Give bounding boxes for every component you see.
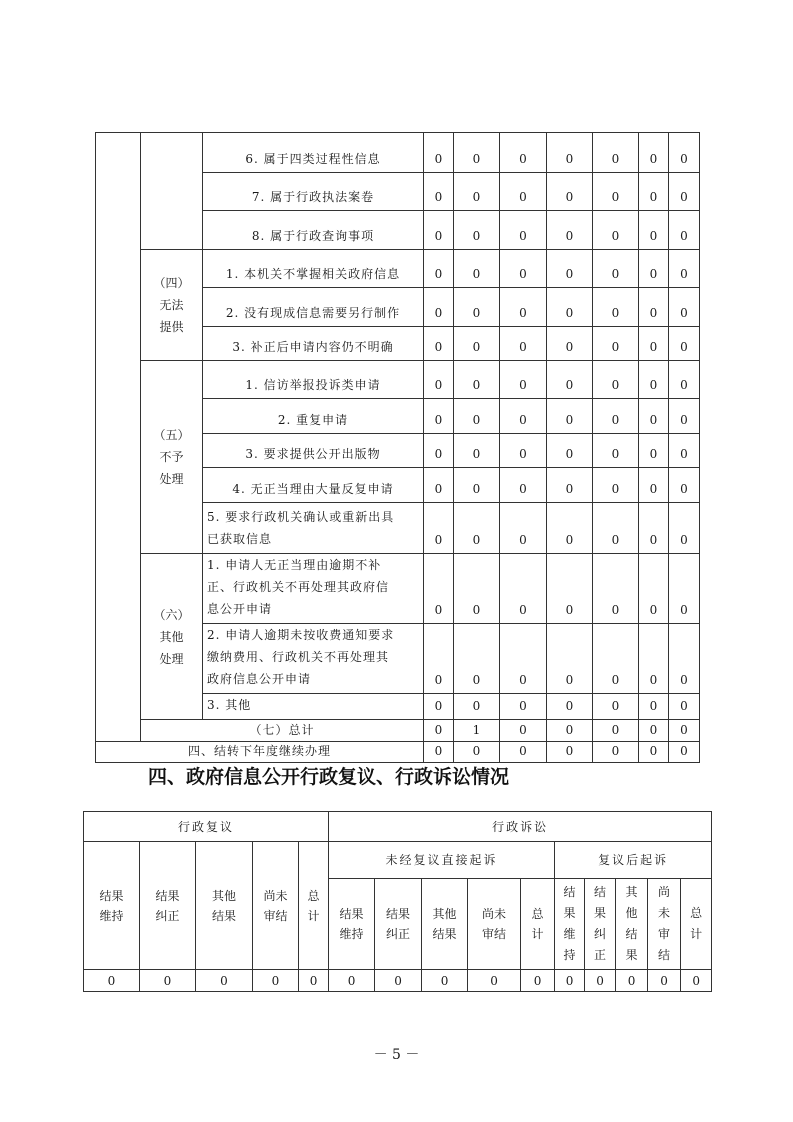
admin-review-header: 行政复议 — [84, 812, 329, 842]
value-cell: 0 — [639, 173, 669, 211]
header-line: 尚未 — [482, 907, 507, 921]
value-cell: 0 — [454, 434, 500, 468]
value-cell: 0 — [547, 554, 593, 624]
review-col-header — [299, 842, 329, 970]
value-cell: 0 — [84, 970, 140, 992]
value-cell: 0 — [669, 288, 700, 327]
value-cell: 0 — [639, 211, 669, 250]
value-cell: 0 — [555, 970, 585, 992]
value-cell: 0 — [669, 694, 700, 720]
value-cell: 0 — [669, 250, 700, 288]
header-line: 结果 — [211, 908, 236, 923]
value-cell: 0 — [454, 503, 500, 554]
item-label: 3. 要求提供公开出版物 — [203, 434, 424, 468]
after-col-header — [681, 879, 712, 970]
value-cell: 0 — [500, 361, 547, 399]
review-col-header — [196, 842, 253, 970]
value-cell: 0 — [500, 173, 547, 211]
item-label: 4. 无正当理由大量反复申请 — [203, 468, 424, 503]
value-cell: 0 — [454, 211, 500, 250]
value-cell: 0 — [454, 694, 500, 720]
value-cell: 0 — [424, 250, 454, 288]
value-cell: 0 — [669, 327, 700, 361]
value-cell: 0 — [424, 434, 454, 468]
value-cell: 0 — [454, 173, 500, 211]
item-label: 1. 信访举报投诉类申请 — [203, 361, 424, 399]
value-cell: 0 — [593, 173, 639, 211]
outer-group-cell — [96, 133, 141, 742]
header-line: 结果 — [339, 907, 364, 921]
value-cell: 0 — [593, 361, 639, 399]
group-label-line: 其他 — [159, 629, 184, 644]
header-line: 纠正 — [155, 908, 180, 923]
value-cell: 0 — [547, 250, 593, 288]
value-cell: 0 — [547, 399, 593, 434]
value-cell: 0 — [593, 399, 639, 434]
item-label-line: 政府信息公开申请 — [207, 672, 312, 686]
total-label: （七）总计 — [141, 720, 424, 742]
group-label-line: 处理 — [159, 472, 184, 486]
value-cell: 0 — [639, 434, 669, 468]
value-cell: 0 — [547, 624, 593, 694]
header-line: 其他 — [211, 888, 236, 903]
value-cell: 0 — [639, 288, 669, 327]
value-cell: 0 — [500, 503, 547, 554]
direct-col-header — [329, 879, 375, 970]
value-cell: 0 — [454, 624, 500, 694]
value-cell: 0 — [500, 742, 547, 763]
value-cell: 0 — [669, 554, 700, 624]
header-line: 计 — [307, 908, 320, 923]
admin-litigation-header: 行政诉讼 — [329, 812, 712, 842]
value-cell: 0 — [593, 434, 639, 468]
after-col-header — [585, 879, 616, 970]
direct-col-header — [521, 879, 555, 970]
item-label-line: 已获取信息 — [207, 532, 273, 546]
after-col-header — [648, 879, 681, 970]
value-cell: 0 — [454, 327, 500, 361]
value-cell: 0 — [593, 624, 639, 694]
value-cell: 0 — [669, 468, 700, 503]
group-label — [141, 554, 203, 720]
value-cell: 0 — [424, 327, 454, 361]
value-cell: 0 — [521, 970, 555, 992]
group-label-line: （五） — [153, 428, 190, 442]
header-char: 果 — [594, 906, 607, 920]
group-label-line: 处理 — [159, 651, 184, 666]
value-cell: 0 — [500, 624, 547, 694]
value-cell: 0 — [639, 742, 669, 763]
header-char: 总 — [690, 906, 703, 920]
value-cell: 0 — [669, 742, 700, 763]
review-col-header — [140, 842, 196, 970]
value-cell: 0 — [547, 434, 593, 468]
value-cell: 0 — [547, 288, 593, 327]
header-line: 结果 — [386, 907, 411, 921]
header-char: 果 — [563, 906, 576, 920]
value-cell: 0 — [593, 694, 639, 720]
value-cell: 0 — [593, 720, 639, 742]
value-cell: 0 — [500, 720, 547, 742]
direct-suit-header: 未经复议直接起诉 — [329, 842, 555, 879]
section-heading: 四、政府信息公开行政复议、行政诉讼情况 — [148, 766, 510, 788]
group-cell — [141, 133, 203, 250]
group-label-line: 无法 — [159, 298, 184, 312]
item-label: 2. 没有现成信息需要另行制作 — [203, 288, 424, 327]
value-cell: 0 — [424, 694, 454, 720]
value-cell: 0 — [424, 173, 454, 211]
value-cell: 0 — [299, 970, 329, 992]
value-cell: 0 — [500, 554, 547, 624]
value-cell: 0 — [669, 399, 700, 434]
group-label-line: 提供 — [159, 320, 184, 334]
header-char: 结 — [563, 885, 576, 899]
table-row — [96, 554, 700, 624]
value-cell: 0 — [196, 970, 253, 992]
group-label — [141, 250, 203, 361]
value-cell: 0 — [329, 970, 375, 992]
value-cell: 0 — [669, 133, 700, 173]
value-cell: 0 — [500, 399, 547, 434]
header-char: 他 — [625, 906, 638, 920]
value-cell: 0 — [585, 970, 616, 992]
value-cell: 0 — [424, 503, 454, 554]
value-cell: 1 — [454, 720, 500, 742]
value-cell: 0 — [639, 694, 669, 720]
value-cell: 0 — [639, 554, 669, 624]
value-cell: 0 — [639, 468, 669, 503]
header-char: 维 — [563, 927, 576, 941]
item-label-line: 2. 申请人逾期未按收费通知要求 — [207, 628, 395, 642]
value-cell: 0 — [547, 361, 593, 399]
header-char: 结 — [625, 927, 638, 941]
header-line: 尚未 — [263, 888, 288, 903]
after-col-header — [555, 879, 585, 970]
value-cell: 0 — [140, 970, 196, 992]
header-char: 结 — [658, 948, 671, 962]
value-cell: 0 — [424, 720, 454, 742]
group-label-line: （六） — [153, 607, 190, 622]
value-cell: 0 — [454, 399, 500, 434]
value-cell: 0 — [424, 211, 454, 250]
item-label: 1. 本机关不掌握相关政府信息 — [203, 250, 424, 288]
value-cell: 0 — [375, 970, 422, 992]
value-cell: 0 — [669, 624, 700, 694]
item-label: 7. 属于行政执法案卷 — [203, 173, 424, 211]
header-char: 正 — [594, 948, 607, 962]
value-cell: 0 — [454, 468, 500, 503]
review-col-header — [84, 842, 140, 970]
value-cell: 0 — [616, 970, 648, 992]
value-cell: 0 — [424, 133, 454, 173]
value-cell: 0 — [454, 250, 500, 288]
table-row — [96, 133, 700, 173]
value-cell: 0 — [424, 624, 454, 694]
value-cell: 0 — [424, 288, 454, 327]
after-col-header — [616, 879, 648, 970]
header-char: 其 — [625, 885, 638, 899]
value-cell: 0 — [547, 503, 593, 554]
value-cell: 0 — [593, 468, 639, 503]
group-label-line: （四） — [153, 276, 190, 290]
value-cell: 0 — [454, 361, 500, 399]
value-cell: 0 — [547, 173, 593, 211]
item-label — [203, 624, 424, 694]
table-row — [96, 361, 700, 399]
group-label — [141, 361, 203, 554]
group-label-line: 不予 — [159, 450, 184, 464]
direct-col-header — [375, 879, 422, 970]
value-cell: 0 — [468, 970, 521, 992]
direct-col-header — [468, 879, 521, 970]
value-cell: 0 — [500, 434, 547, 468]
value-cell: 0 — [422, 970, 468, 992]
carryover-row — [96, 742, 700, 763]
header-char: 果 — [625, 948, 638, 962]
header-line: 结果 — [155, 888, 180, 903]
item-label: 3. 补正后申请内容仍不明确 — [203, 327, 424, 361]
value-cell: 0 — [547, 720, 593, 742]
total-row — [96, 720, 700, 742]
value-cell: 0 — [454, 133, 500, 173]
header-line: 计 — [531, 927, 544, 941]
after-review-suit-header: 复议后起诉 — [555, 842, 712, 879]
value-cell: 0 — [669, 173, 700, 211]
value-cell: 0 — [669, 503, 700, 554]
item-label-line: 5. 要求行政机关确认或重新出具 — [207, 510, 395, 524]
header-char: 纠 — [594, 927, 607, 941]
value-cell: 0 — [593, 133, 639, 173]
item-label: 8. 属于行政查询事项 — [203, 211, 424, 250]
value-cell: 0 — [547, 694, 593, 720]
value-cell: 0 — [669, 361, 700, 399]
value-cell: 0 — [593, 503, 639, 554]
value-cell: 0 — [547, 133, 593, 173]
review-col-header — [253, 842, 299, 970]
value-cell: 0 — [547, 468, 593, 503]
value-cell: 0 — [500, 468, 547, 503]
item-label — [203, 503, 424, 554]
value-cell: 0 — [454, 742, 500, 763]
header-char: 持 — [563, 948, 576, 962]
header-line: 其他 — [432, 907, 457, 921]
header-char: 尚 — [658, 885, 671, 899]
value-cell: 0 — [639, 327, 669, 361]
value-cell: 0 — [669, 434, 700, 468]
value-cell: 0 — [424, 399, 454, 434]
carryover-label: 四、结转下年度继续办理 — [96, 742, 424, 763]
table-row — [96, 250, 700, 288]
value-cell: 0 — [500, 694, 547, 720]
direct-col-header — [422, 879, 468, 970]
value-cell: 0 — [639, 361, 669, 399]
value-cell: 0 — [500, 133, 547, 173]
value-cell: 0 — [593, 211, 639, 250]
value-cell: 0 — [424, 361, 454, 399]
item-label-line: 1. 申请人无正当理由逾期不补 — [207, 558, 382, 572]
value-cell: 0 — [593, 250, 639, 288]
value-cell: 0 — [669, 720, 700, 742]
header-line: 纠正 — [386, 927, 411, 941]
header-char: 审 — [658, 927, 671, 941]
value-cell: 0 — [681, 970, 712, 992]
header-line: 审结 — [482, 927, 507, 941]
item-label-line: 缴纳费用、行政机关不再处理其 — [207, 650, 390, 664]
value-cell: 0 — [547, 327, 593, 361]
value-cell: 0 — [500, 327, 547, 361]
value-cell: 0 — [593, 288, 639, 327]
value-cell: 0 — [669, 211, 700, 250]
value-cell: 0 — [593, 742, 639, 763]
header-line: 总 — [531, 907, 544, 921]
value-cell: 0 — [593, 554, 639, 624]
value-cell: 0 — [547, 742, 593, 763]
value-cell: 0 — [500, 211, 547, 250]
value-cell: 0 — [253, 970, 299, 992]
header-line: 维持 — [99, 908, 124, 923]
value-cell: 0 — [454, 288, 500, 327]
item-label-line: 正、行政机关不再处理其政府信 — [207, 580, 390, 594]
header-line: 审结 — [263, 908, 288, 923]
item-label — [203, 554, 424, 624]
item-label: 2. 重复申请 — [203, 399, 424, 434]
value-cell: 0 — [500, 250, 547, 288]
header-char: 未 — [658, 906, 671, 920]
value-cell: 0 — [639, 399, 669, 434]
item-label: 3. 其他 — [203, 694, 424, 720]
header-line: 结果 — [99, 888, 124, 903]
header-char: 结 — [594, 885, 607, 899]
header-line: 结果 — [432, 927, 457, 941]
value-cell: 0 — [424, 742, 454, 763]
value-cell: 0 — [639, 250, 669, 288]
value-cell: 0 — [454, 554, 500, 624]
value-cell: 0 — [593, 327, 639, 361]
value-cell: 0 — [648, 970, 681, 992]
value-cell: 0 — [639, 133, 669, 173]
item-label-line: 息公开申请 — [207, 602, 273, 616]
item-label: 6. 属于四类过程性信息 — [203, 133, 424, 173]
header-char: 计 — [690, 927, 703, 941]
header-line: 总 — [307, 888, 320, 903]
review-litigation-table — [83, 811, 712, 992]
value-cell: 0 — [639, 720, 669, 742]
value-cell: 0 — [547, 211, 593, 250]
value-cell: 0 — [424, 468, 454, 503]
value-cell: 0 — [639, 503, 669, 554]
value-cell: 0 — [424, 554, 454, 624]
value-cell: 0 — [500, 288, 547, 327]
value-cell: 0 — [639, 624, 669, 694]
page-number: － 5 － — [373, 1047, 420, 1063]
header-line: 维持 — [339, 927, 364, 941]
disposition-table — [95, 132, 700, 763]
